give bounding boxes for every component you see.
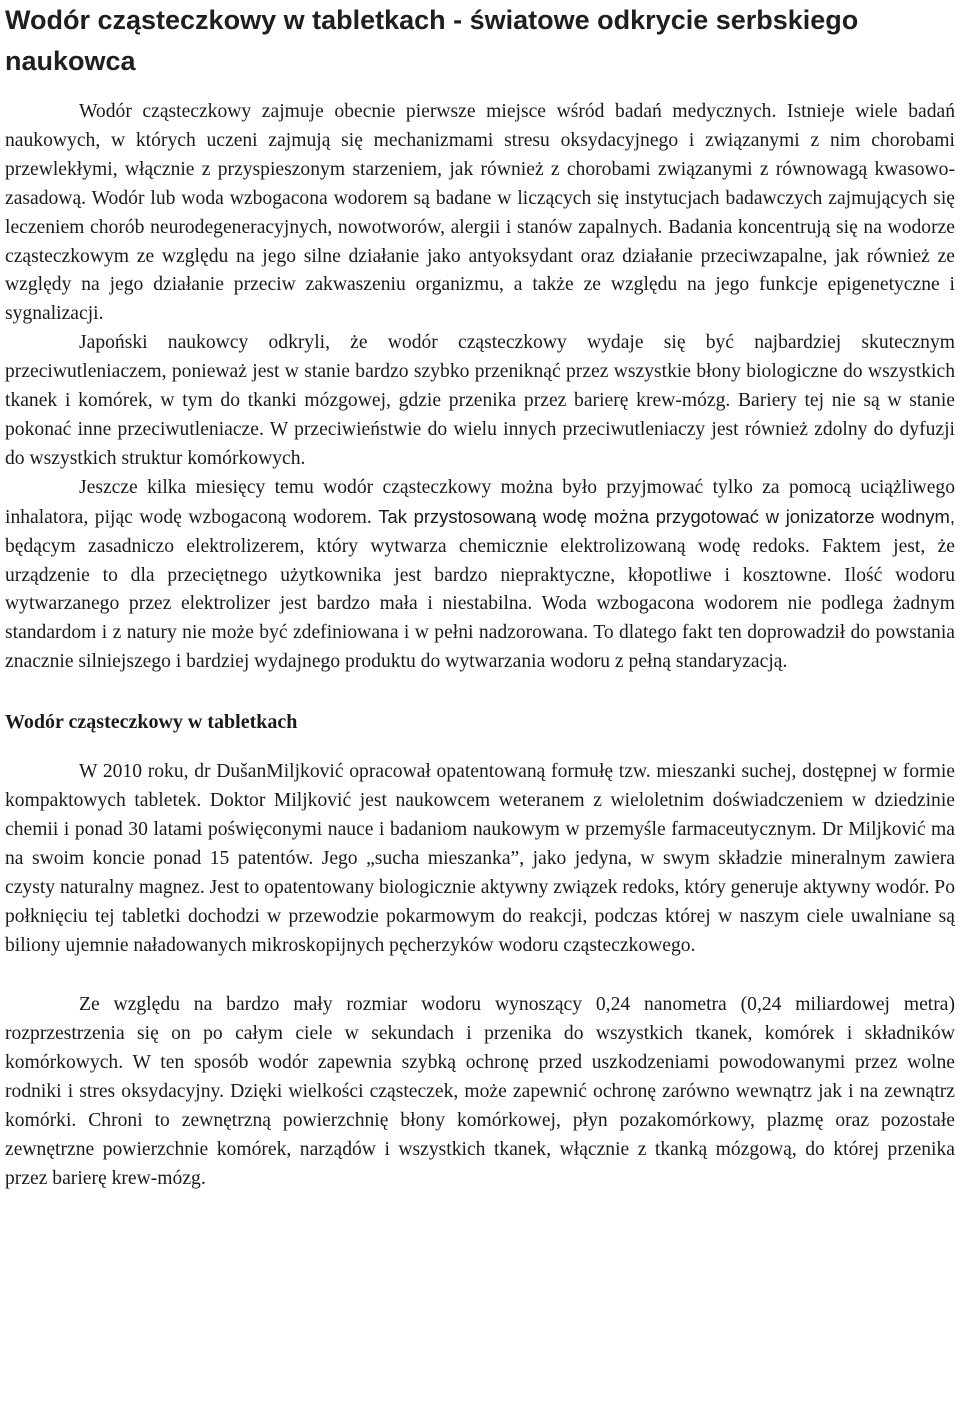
electrolyzer-text: będącym zasadniczo elektrolizerem, który wytwarza chemicznie elektrolizowaną wodę redoks. Faktem jest, że urządzenie to dla przeciętnego użytkownika jest bardzo niepraktyczne, kłopotliwe i kosztowne. Ilość wodoru wytwarzanego przez elektrolizer jest bardzo mała i niestabilna. Woda wzbogacona wodorem nie podlega żadnym standardom i z natury nie może być zdefiniowana i w pełni nadzorowana. To dlatego fakt ten doprowadził do powstania znacznie silniejszego i bardziej wydajnego produktu do wytwarzania wodoru z pełną standaryzacją.: [5, 535, 955, 673]
intro-text: Wodór cząsteczkowy zajmuje obecnie pierwsze miejsce wśród badań medycznych. Istnieje wiele badań naukowych, w których uczeni zajmują się mechanizmami stresu oksydacyjnego i związanymi z nim chorobami przewlekłymi, włącznie z przyspieszonym starzeniem, jak również z chorobami związanymi z równowagą kwasowo-zasadową. Wodór lub woda wzbogacona wodorem są badane w liczących się instytucjach badawczych zajmujących się leczeniem chorób neurodegeneracyjnych, nowotworów, alergii i stanów zapalnych.: [5, 101, 955, 238]
document-page: [5, 0, 955, 1194]
ionizer-text: Tak przystosowaną wodę można przygotować w jonizatorze wodnym,: [378, 505, 955, 527]
page-title: Wodór cząsteczkowy w tabletkach - światowe odkrycie serbskiego naukowca: [5, 5, 859, 76]
inhalator-text: Jeszcze kilka miesięcy temu wodór cząsteczkowy można było przyjmować tylko za pomocą uciążliwego inhalatora, pijąc wodę wzbogaconą wodorem.: [5, 476, 955, 528]
intro-text-continued: Badania koncentrują się na wodorze cząsteczkowym ze względu na jego silne działanie jako antyoksydant oraz działanie przeciwzapalne, jak również ze względy na jego działanie przeciw zakwaszeniu organizmu, a także ze względu na jego funkcje epigenetyczne i sygnalizacji.: [5, 216, 956, 325]
inhalator-paragraph: [5, 474, 955, 677]
intro-paragraph: [5, 98, 955, 329]
japanese-research-paragraph: Japoński naukowcy odkryli, że wodór cząsteczkowy wydaje się być najbardziej skutecznym przeciwutleniaczem, ponieważ jest w stanie bardzo szybko przeniknąć przez wszystkie błony biologiczne do wszystkich tkanek i komórek, w tym do tkanki mózgowej, gdzie przenika przez barierę krew-mózg. Bariery tej nie są w stanie pokonać inne przeciwutleniacze. W przeciwieństwie do wielu innych przeciwutleniaczy jest również zdolny do dyfuzji do wszystkich struktur komórkowych.: [5, 332, 955, 469]
tablets-paragraph: W 2010 roku, dr DušanMiljković opracował opatentowaną formułę tzw. mieszanki suchej, dostępnej w formie kompaktowych tabletek. Doktor Miljković jest naukowcem weteranem z wieloletnim doświadczeniem w dziedzinie chemii i ponad 30 latami poświęconymi nauce i badaniom naukowym w przemyśle farmaceutycznym. Dr Miljković ma na swoim koncie ponad 15 patentów. Jego „sucha mieszanka”, jako jedyna, w swym składzie mineralnym zawiera czysty naturalny magnez. Jest to opatentowany biologicznie aktywny związek redoks, który generuje aktywny wodór. Po połknięciu tej tabletki dochodzi w przewodzie pokarmowym do reakcji, podczas której w naszym ciele uwalniane są biliony ujemnie naładowanych mikroskopijnych pęcherzyków wodoru cząsteczkowego.: [5, 761, 955, 956]
section-heading: Wodór cząsteczkowy w tabletkach: [5, 711, 298, 734]
molecule-size-paragraph: Ze względu na bardzo mały rozmiar wodoru wynoszący 0,24 nanometra (0,24 miliardowej metra) rozprzestrzenia się on po całym ciele w sekundach i przenika do wszystkich tkanek, komórek i składników komórkowych. W ten sposób wodór zapewnia szybką ochronę przed uszkodzeniami powodowanymi przez wolne rodniki i stres oksydacyjny. Dzięki wielkości cząsteczek, może zapewnić ochronę zarówno wewnątrz jak i na zewnątrz komórki. Chroni to zewnętrzną powierzchnię błony komórkowej, płyn pozakomórkowy, plazmę oraz pozostałe zewnętrzne powierzchnie komórek, narządów i wszystkich tkanek, włącznie z tkanką mózgową, do której przenika przez barierę krew-mózg.: [5, 994, 955, 1189]
